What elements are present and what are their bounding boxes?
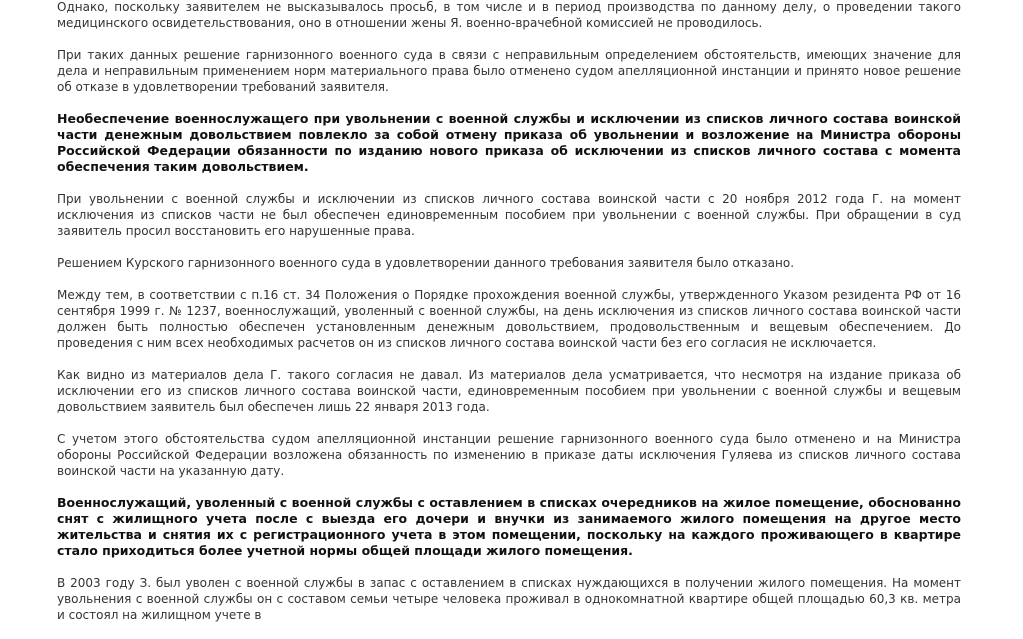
bold-heading-paragraph: Военнослужащий, уволенный с военной службы с оставлением в списках очередников на жилое помещение, обоснованно снят с жилищного учета после с выезда его дочери и внучки из занимаемого жилого помещения на другое место жительства и снятия их с регистрационного учета в этом помещении, поскольку на каждого проживающего в квартире стало приходиться более учетной нормы общей площади жилого помещения. [57,495,961,558]
document-body [57,0,961,639]
paragraph: При увольнении с военной службы и исключении из списков личного состава воинской части с 20 ноября 2012 года Г. на момент исключения из списков части не был обеспечен единовременным пособием при увольнении с военной службы. При обращении в суд заявитель просил восстановить его нарушенные права. [57,192,961,238]
paragraph: В 2003 году З. был уволен с военной службы в запас с оставлением в списках нуждающихся в получении жилого помещения. На момент увольнения с военной службы он с составом семьи четыре человека проживал в однокомнатной квартире общей площадью 60,3 кв. метра и состоял на жилищном учете в [57,576,961,622]
paragraph: При таких данных решение гарнизонного военного суда в связи с неправильным определением обстоятельств, имеющих значение для дела и неправильным применением норм материального права было отменено судом апелляционной инстанции и принято новое решение об отказе в удовлетворении требований заявителя. [57,48,961,94]
paragraph: Как видно из материалов дела Г. такого согласия не давал. Из материалов дела усматривается, что несмотря на издание приказа об исключении его из списков личного состава воинской части, единовременным пособием при увольнении с военной службы и вещевым довольствием заявитель был обеспечен лишь 22 января 2013 года. [57,368,961,414]
paragraph: Решением Курского гарнизонного военного суда в удовлетворении данного требования заявителя было отказано. [57,256,795,270]
paragraph: С учетом этого обстоятельства судом апелляционной инстанции решение гарнизонного военного суда было отменено и на Министра обороны Российской Федерации возложена обязанность по изменению в приказе даты исключения Гуляева из списков личного состава воинской части на указанную дату. [57,432,961,478]
bold-heading-paragraph: Необеспечение военнослужащего при увольнении с военной службы и исключении из списков личного состава воинской части денежным довольствием повлекло за собой отмену приказа об увольнении и возложение на Министра обороны Российской Федерации обязанности по изданию нового приказа об исключении из списков личного состава с момента обеспечения таким довольствием. [57,111,961,174]
paragraph: Между тем, в соответствии с п.16 ст. 34 Положения о Порядке прохождения военной службы, утвержденного Указом резидента РФ от 16 сентября 1999 г. № 1237, военнослужащий, уволенный с военной службы, на день исключения из списков личного состава воинской части должен быть полностью обеспечен установленным денежным довольствием, продовольственным и вещевым обеспечением. До проведения с ним всех необходимых расчетов он из списков личного состава воинской части без его согласия не исключается. [57,288,961,350]
paragraph: Однако, поскольку заявителем не высказывалось просьб, в том числе и в период производства по данному делу, о проведении такого медицинского освидетельствования, оно в отношении жены Я. военно-врачебной комиссией не проводилось. [57,0,961,30]
